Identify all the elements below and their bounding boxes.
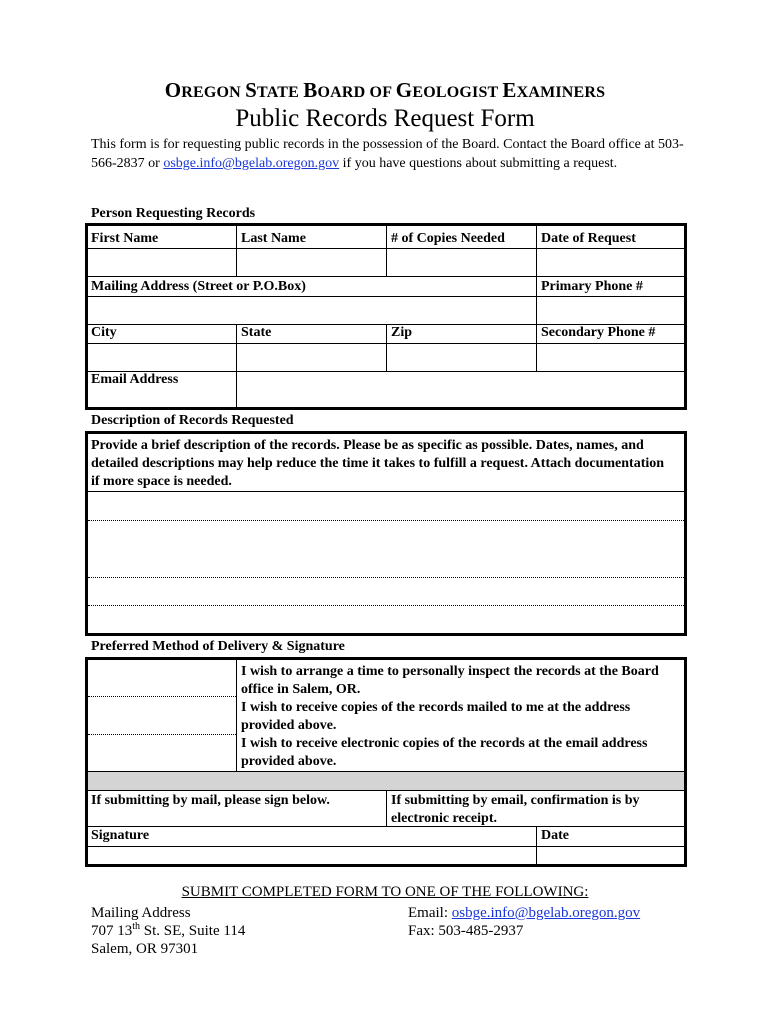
mail-option-checkbox[interactable] [89, 697, 235, 733]
label-zip: Zip [391, 325, 413, 340]
mailing-address-block [91, 904, 245, 958]
mailing-address-field[interactable] [89, 297, 535, 323]
label-date-of-request: Date of Request [541, 231, 636, 246]
last-name-field[interactable] [238, 249, 385, 275]
date-of-request-field[interactable] [538, 249, 684, 275]
footer-email-link[interactable]: osbge.info@bgelab.oregon.gov [451, 905, 641, 921]
state-field[interactable] [238, 344, 385, 370]
electronic-option-checkbox[interactable] [89, 735, 235, 770]
section-label-requester: Person Requesting Records [91, 206, 256, 221]
description-box [85, 431, 687, 636]
copies-needed-field[interactable] [388, 249, 535, 275]
secondary-phone-field[interactable] [538, 344, 684, 370]
signature-field[interactable] [89, 847, 535, 864]
delivery-box [85, 657, 687, 867]
form-title: Public Records Request Form [235, 105, 535, 132]
label-signature: Signature [91, 828, 150, 843]
city-field[interactable] [89, 344, 235, 370]
section-label-description: Description of Records Requested [91, 413, 294, 428]
label-last-name: Last Name [241, 231, 306, 246]
inspect-option-checkbox[interactable] [89, 661, 235, 695]
label-state: State [241, 325, 272, 340]
first-name-field[interactable] [89, 249, 235, 275]
label-signature-date: Date [541, 828, 569, 843]
organization-title: OREGON STATE BOARD OF GEOLOGIST EXAMINERS [164, 78, 606, 102]
footer-fax: Fax: 503-485-2937 [408, 923, 524, 939]
label-email-address: Email Address [91, 372, 179, 387]
label-secondary-phone: Secondary Phone # [541, 325, 656, 340]
email-confirmation-note: If submitting by email, confirmation is by electronic receipt. [391, 793, 640, 826]
intro-email-link[interactable]: osbge.info@bgelab.oregon.gov [163, 156, 340, 171]
label-mailing-address: Mailing Address (Street or P.O.Box) [91, 279, 306, 294]
footer-email-line: Email: osbge.info@bgelab.oregon.gov [408, 905, 641, 921]
mailing-city: Salem, OR 97301 [91, 941, 199, 957]
option-electronic-text: I wish to receive electronic copies of the records at the email address provided above. [241, 736, 648, 769]
email-address-field[interactable] [238, 372, 684, 409]
label-city: City [91, 325, 117, 340]
submit-instructions-heading: SUBMIT COMPLETED FORM TO ONE OF THE FOLLOWING: [181, 884, 589, 900]
mailing-street: 707 13th St. SE, Suite 114 [91, 921, 246, 939]
mailing-address-label: Mailing Address [91, 905, 191, 921]
description-instructions: Provide a brief description of the records. Please be as specific as possible. Dates, names, and detailed descriptions may help reduce the time it takes to fulfill a request. Attach documentation if more space is needed. [91, 438, 665, 489]
zip-field[interactable] [388, 344, 535, 370]
intro-paragraph: This form is for requesting public records in the possession of the Board. Contact the Board office at 503-566-2837 or osbge.info@bgelab.oregon.gov if you have questions about submitting a request. [91, 137, 684, 171]
signature-date-field[interactable] [538, 847, 684, 864]
option-inspect-text: I wish to arrange a time to personally inspect the records at the Board office in Salem, OR. [241, 664, 659, 697]
mail-signature-note: If submitting by mail, please sign below. [91, 793, 330, 808]
electronic-contact-block [408, 904, 640, 940]
label-first-name: First Name [91, 231, 159, 246]
section-label-delivery: Preferred Method of Delivery & Signature [91, 639, 345, 654]
requester-table [85, 223, 687, 410]
primary-phone-field[interactable] [538, 297, 684, 323]
description-text-area[interactable] [89, 492, 683, 632]
option-mail-text: I wish to receive copies of the records mailed to me at the address provided above. [241, 700, 631, 733]
label-copies-needed: # of Copies Needed [391, 231, 505, 246]
label-primary-phone: Primary Phone # [541, 279, 643, 294]
